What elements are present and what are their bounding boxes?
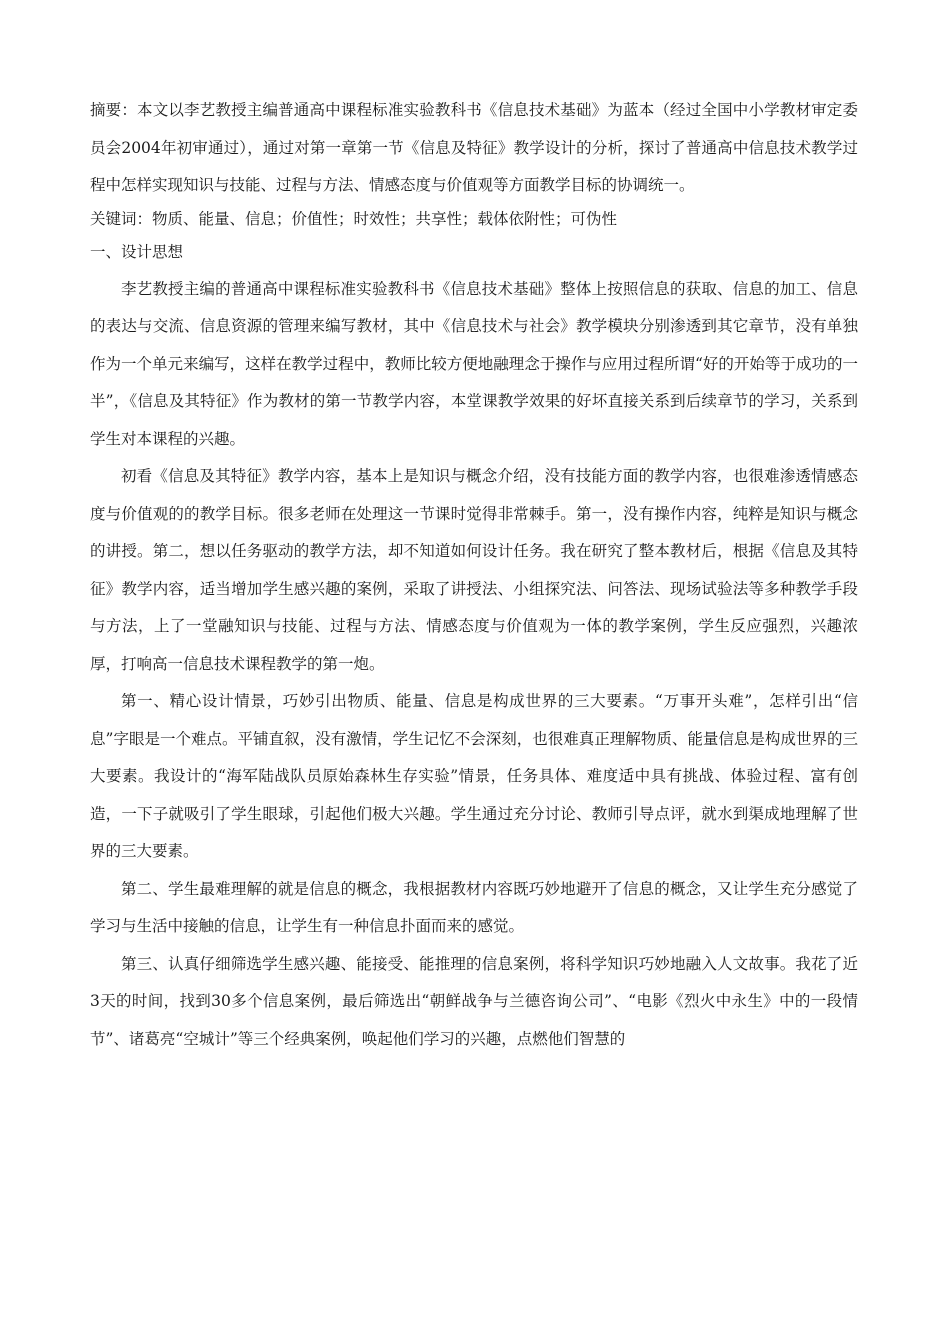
body-paragraph-4: 第二、学生最难理解的就是信息的概念，我根据教材内容既巧妙地避开了信息的概念，又让学生充分感觉了学习与生活中接触的信息，让学生有一种信息扑面而来的感觉。	[90, 879, 858, 935]
keywords-line: 关键词：物质、能量、信息；价值性；时效性；共享性；载体依附性；可伪性	[90, 209, 618, 228]
document-page	[90, 92, 858, 1058]
body-paragraph-5: 第三、认真仔细筛选学生感兴趣、能接受、能推理的信息案例，将科学知识巧妙地融入人文故事。我花了近3天的时间，找到30多个信息案例，最后筛选出“朝鲜战争与兰德咨询公司”、“电影《烈火中永生》中的一段情节”、诸葛亮“空城计”等三个经典案例，唤起他们学习的兴趣，点燃他们智慧的	[90, 954, 858, 1048]
body-paragraph-2: 初看《信息及其特征》教学内容，基本上是知识与概念介绍，没有技能方面的教学内容，也很难渗透情感态度与价值观的的教学目标。很多老师在处理这一节课时觉得非常棘手。第一，没有操作内容，纯粹是知识与概念的讲授。第二，想以任务驱动的教学方法，却不知道如何设计任务。我在研究了整本教材后，根据《信息及其特征》教学内容，适当增加学生感兴趣的案例，采取了讲授法、小组探究法、问答法、现场试验法等多种教学手段与方法，上了一堂融知识与技能、过程与方法、情感态度与价值观为一体的教学案例，学生反应强烈，兴趣浓厚，打响高一信息技术课程教学的第一炮。	[90, 467, 858, 673]
body-paragraph-1: 李艺教授主编的普通高中课程标准实验教科书《信息技术基础》整体上按照信息的获取、信息的加工、信息的表达与交流、信息资源的管理来编写教材，其中《信息技术与社会》教学模块分别渗透到其它章节，没有单独作为一个单元来编写，这样在教学过程中，教师比较方便地融理念于操作与应用过程所谓“好的开始等于成功的一半”，《信息及其特征》作为教材的第一节教学内容，本堂课教学效果的好坏直接关系到后续章节的学习，关系到学生对本课程的兴趣。	[90, 279, 858, 448]
body-paragraph-3: 第一、精心设计情景，巧妙引出物质、能量、信息是构成世界的三大要素。“万事开头难”，怎样引出“信息”字眼是一个难点。平铺直叙，没有激情，学生记忆不会深刻，也很难真正理解物质、能量信息是构成世界的三大要素。我设计的“海军陆战队员原始森林生存实验”情景，任务具体、难度适中具有挑战、体验过程、富有创造，一下子就吸引了学生眼球，引起他们极大兴趣。学生通过充分讨论、教师引导点评，就水到渠成地理解了世界的三大要素。	[90, 692, 858, 860]
abstract-paragraph: 摘要：本文以李艺教授主编普通高中课程标准实验教科书《信息技术基础》为蓝本（经过全国中小学教材审定委员会2004年初审通过），通过对第一章第一节《信息及特征》教学设计的分析，探讨了普通高中信息技术教学过程中怎样实现知识与技能、过程与方法、情感态度与价值观等方面教学目标的协调统一。	[90, 101, 858, 194]
section-heading: 一、设计思想	[90, 242, 184, 261]
